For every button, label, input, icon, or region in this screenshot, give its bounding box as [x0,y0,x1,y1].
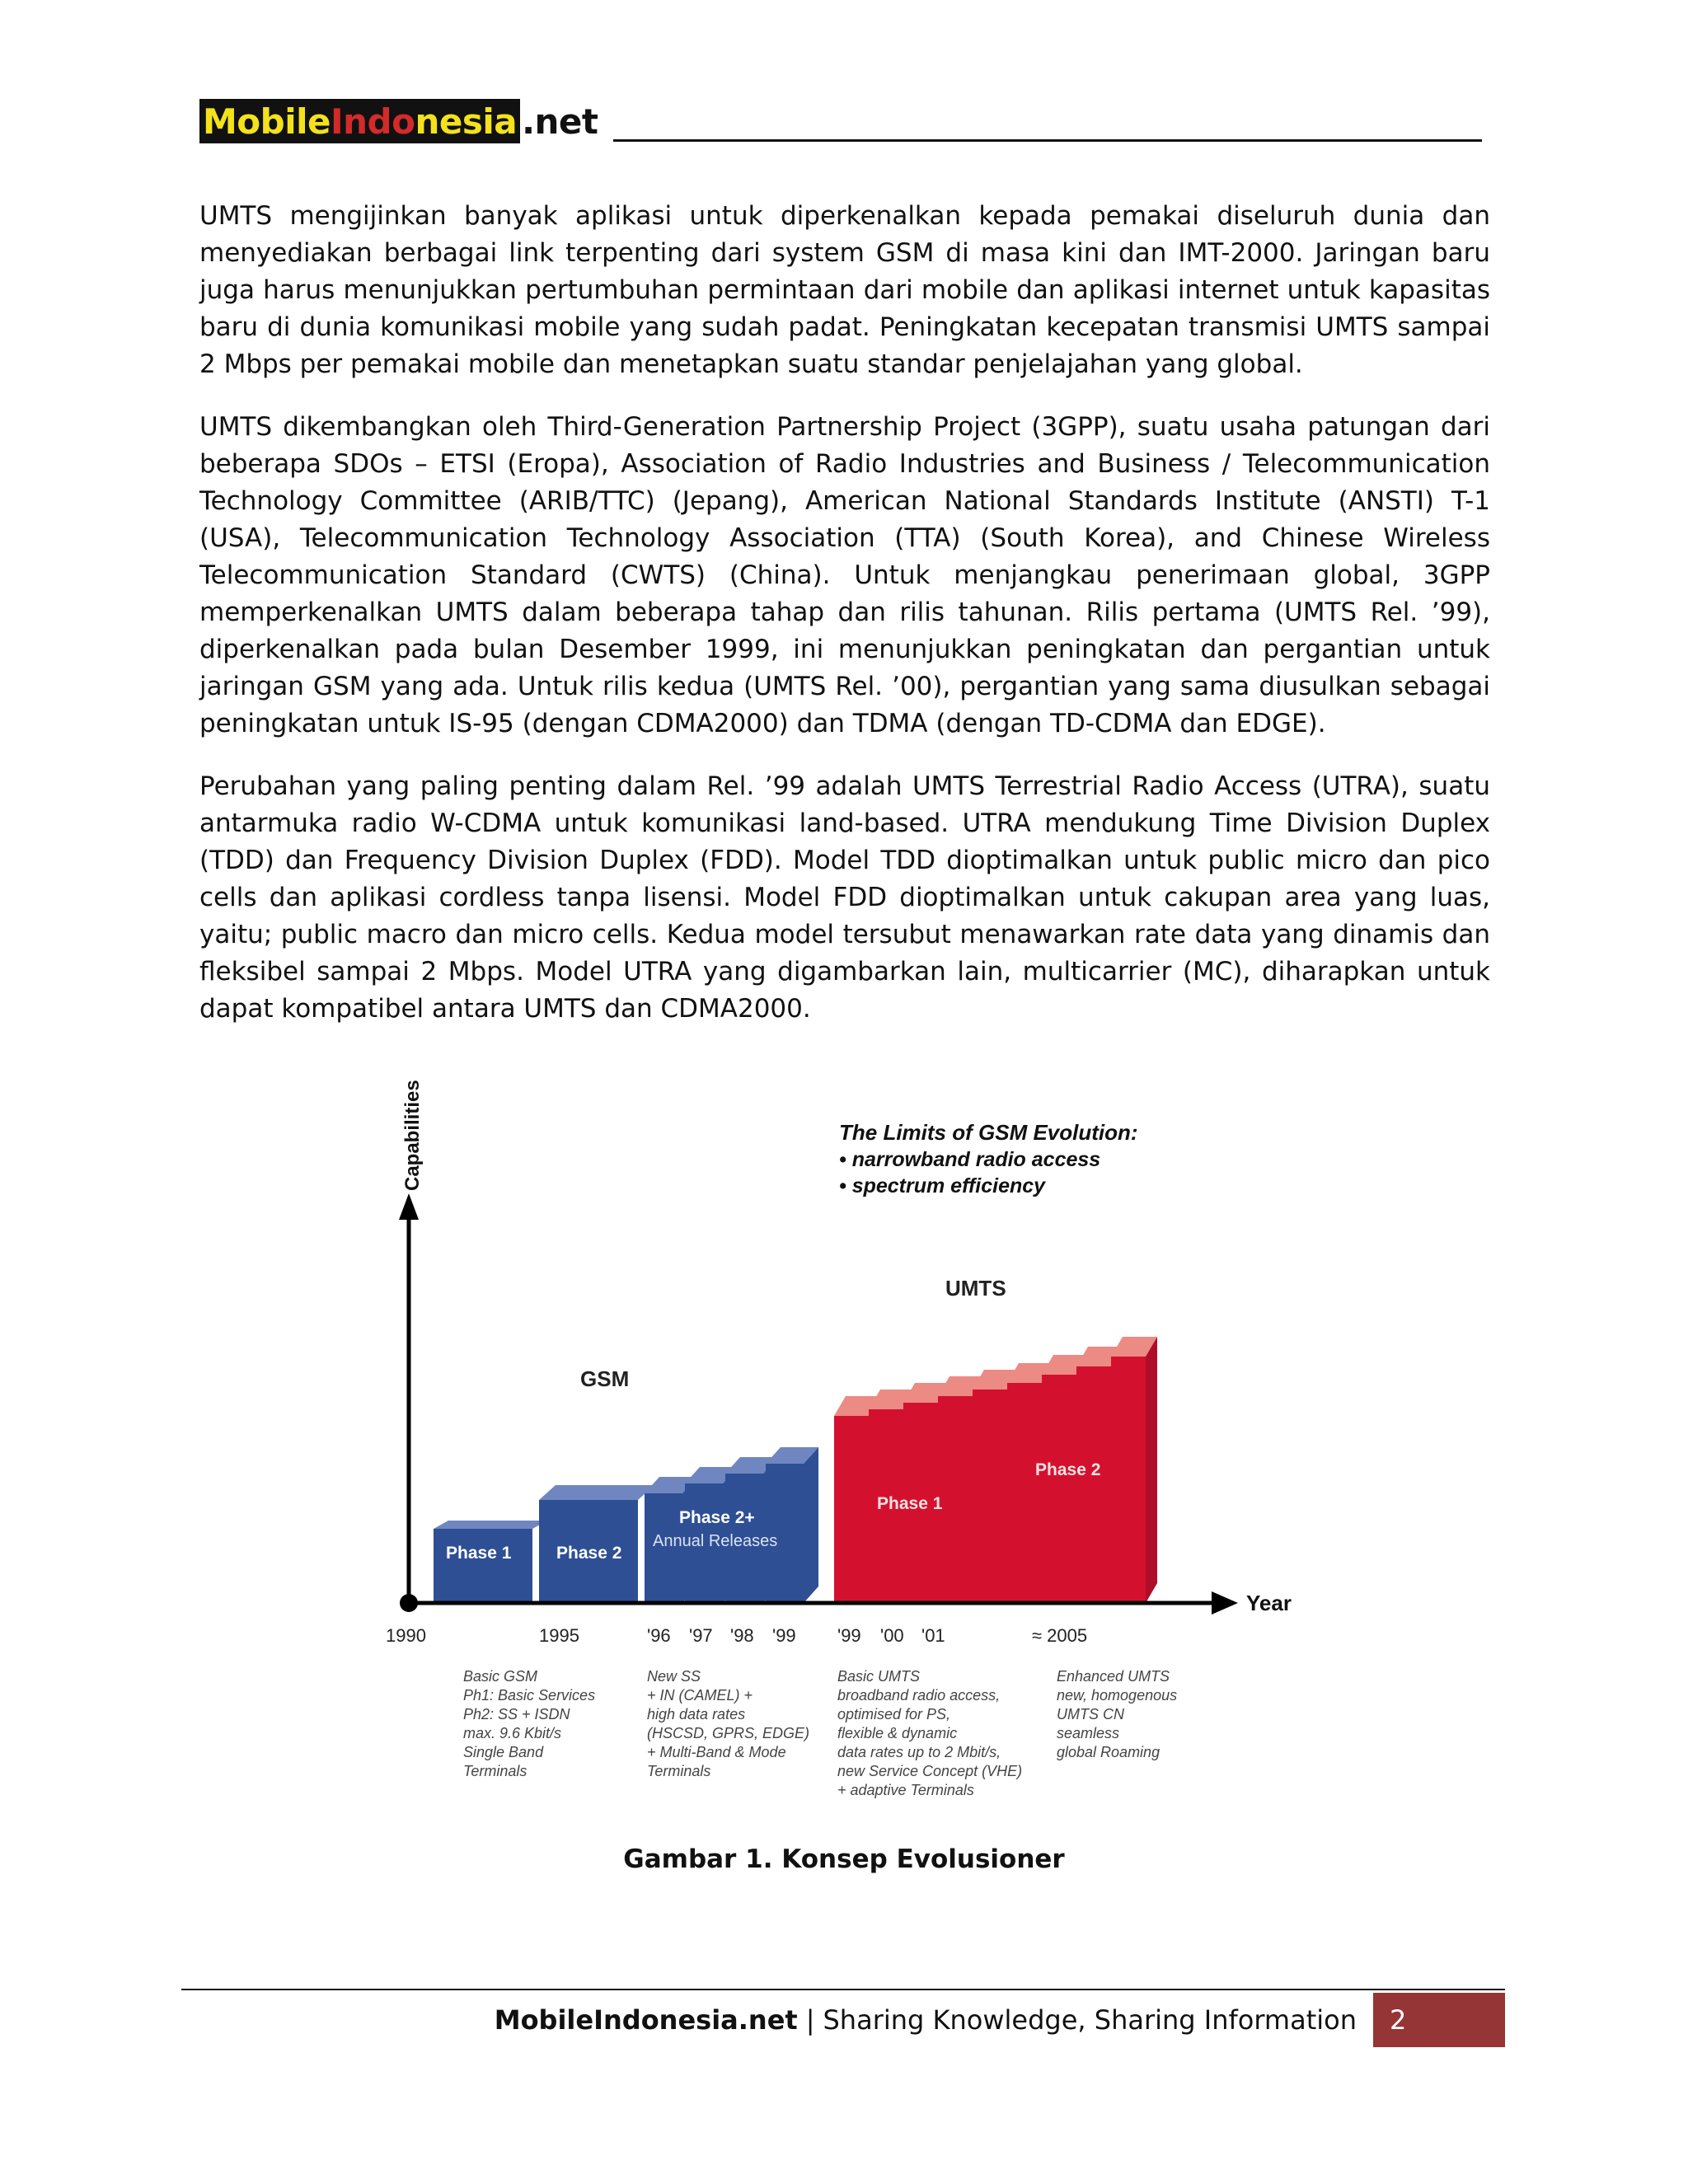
paragraph-3: Perubahan yang paling penting dalam Rel. ’99 adalah UMTS Terrestrial Radio Access (UTRA), suatu antarmuka radio W-CDMA untuk komunikasi land-based. UTRA mendukung Time Division Duplex (TDD) dan Frequency Division Duplex (FDD). Model TDD dioptimalkan untuk public micro dan pico cells dan aplikasi cordless tanpa lisensi. Model FDD dioptimalkan untuk cakupan area yang luas, yaitu; public macro dan micro cells. Kedua model tersubut menawarkan rate data yang dinamis dan fleksibel sampai 2 Mbps. Model UTRA yang digambarkan lain, multicarrier (MC), diharapkan untuk dapat kompatibel antara UMTS dan CDMA2000. [199,771,1490,1024]
document-body [199,198,1490,1053]
desc-gsm-phase2plus [647,1668,809,1779]
paragraph-2: UMTS dikembangkan oleh Third-Generation Partnership Project (3GPP), suatu usaha patungan dari beberapa SDOs – ETSI (Eropa), Association of Radio Industries and Business / Telecommunication Technology Committee (ARIB/TTC) (Jepang), American National Standards Institute (ANSTI) T-1 (USA), Telecommunication Technology Association (TTA) (South Korea), and Chinese Wireless Telecommunication Standard (CWTS) (China). Untuk menjangkau penerimaan global, 3GPP memperkenalkan UMTS dalam beberapa tahap dan rilis tahunan. Rilis pertama (UMTS Rel. ’99), diperkenalkan pada bulan Desember 1999, ini menunjukkan peningkatan dan pergantian untuk jaringan GSM yang ada. Untuk rilis kedua (UMTS Rel. ’00), pergantian yang sama diusulkan sebagai peningkatan untuk IS-95 (dengan CDMA2000) dan TDMA (dengan TD-CDMA dan EDGE). [199,412,1490,738]
umts-phase2-label: Phase 2 [1035,1460,1101,1479]
desc-line: flexible & dynamic [837,1725,958,1741]
year-ticks [386,1625,1087,1646]
limits-item-1: • narrowband radio access [839,1148,1101,1171]
page-footer [495,1993,1505,2047]
footer-site: MobileIndonesia.net [494,2004,798,2036]
desc-line: Ph1: Basic Services [463,1687,596,1704]
year-tick-2005: ≈ 2005 [1032,1625,1088,1646]
axis-origin-dot [400,1594,418,1612]
gsm-phase2-bar-top [539,1485,654,1500]
desc-line: Single Band [463,1744,544,1760]
desc-line: + adaptive Terminals [837,1782,974,1798]
desc-line: optimised for PS, [837,1706,951,1722]
desc-line: Enhanced UMTS [1057,1668,1170,1685]
year-tick-99a: '99 [772,1625,796,1646]
logo-text-indo: Indo [331,101,415,142]
logo-text-net: .net [522,101,598,142]
year-tick-96: '96 [647,1625,671,1646]
figure-gsm-umts-evolution [363,1047,1335,1813]
figure-caption: Gambar 1. Konsep Evolusioner [623,1844,1065,1874]
x-axis-arrow-icon [1212,1591,1238,1615]
gsm-phase1-label: Phase 1 [446,1544,512,1563]
desc-line: UMTS CN [1057,1706,1124,1722]
year-tick-99b: '99 [837,1625,861,1646]
desc-line: seamless [1057,1725,1120,1741]
umts-bar-front [938,1396,973,1603]
limits-item-2: • spectrum efficiency [839,1174,1046,1197]
umts-bar-front [1076,1366,1111,1603]
desc-line: max. 9.6 Kbit/s [463,1725,562,1741]
logo-text-mobile: Mobile [203,101,331,142]
gsm-annual-releases-label: Annual Releases [653,1532,778,1550]
page-number: 2 [1373,1993,1505,2047]
desc-line: new, homogenous [1057,1687,1178,1704]
desc-line: + IN (CAMEL) + [647,1687,753,1704]
year-tick-97: '97 [689,1625,713,1646]
desc-line: Terminals [647,1763,711,1779]
gsm-bars [434,1447,818,1603]
desc-line: new Service Concept (VHE) [837,1763,1023,1779]
desc-line: Basic UMTS [837,1668,921,1685]
evolution-diagram [363,1047,1335,1813]
desc-line: Terminals [463,1763,528,1779]
desc-line: data rates up to 2 Mbit/s, [837,1744,1001,1760]
desc-line: (HSCSD, GPRS, EDGE) [647,1725,810,1741]
umts-bar-front [1111,1357,1146,1603]
x-axis-label: Year [1246,1591,1292,1615]
logo-box [199,99,520,143]
umts-bar-side [1146,1337,1157,1603]
umts-bar [1111,1337,1157,1603]
desc-line: Ph2: SS + ISDN [463,1706,570,1722]
footer-separator: | [805,2004,815,2036]
desc-line: Basic GSM [463,1668,538,1685]
year-tick-98: '98 [730,1625,754,1646]
site-logo [199,99,598,143]
desc-line: global Roaming [1057,1744,1160,1760]
gsm-phase2plus-label: Phase 2+ [679,1508,755,1527]
year-tick-00: '00 [880,1625,904,1646]
limits-title: The Limits of GSM Evolution: [839,1120,1138,1145]
y-axis-label: Capabilities [401,1080,424,1191]
year-tick-01: '01 [921,1625,945,1646]
gsm-phase1-bar-front [434,1529,532,1603]
gsm-phase2plus-bar [766,1447,818,1603]
footer-rule [181,1989,1505,1990]
desc-line: + Multi-Band & Mode [647,1744,786,1760]
umts-bars [834,1337,1157,1603]
desc-gsm-basic [463,1668,595,1779]
paragraph-1: UMTS mengijinkan banyak aplikasi untuk diperkenalkan kepada pemakai diseluruh dunia dan menyediakan berbagai link terpenting dari system GSM di masa kini dan IMT-2000. Jaringan baru juga harus menunjukkan pertumbuhan permintaan dari mobile dan aplikasi internet untuk kapasitas baru di dunia komunikasi mobile yang sudah padat. Peningkatan kecepatan transmisi UMTS sampai 2 Mbps per pemakai mobile dan menetapkan suatu standar penjelajahan yang global. [199,201,1490,379]
year-tick-1995: 1995 [539,1625,579,1646]
desc-line: high data rates [647,1706,746,1722]
gsm-phase2plus-bar-side [804,1447,818,1603]
umts-bar-front [1007,1383,1042,1603]
umts-label: UMTS [945,1276,1006,1301]
logo-text-nesia: nesia [415,101,518,142]
desc-line: broadband radio access, [837,1687,1001,1704]
page-header [199,97,1482,143]
umts-phase1-label: Phase 1 [877,1494,943,1513]
desc-umts-enhanced [1057,1668,1177,1760]
gsm-label: GSM [580,1366,630,1391]
year-tick-1990: 1990 [386,1625,426,1646]
y-axis-arrow-icon [399,1193,419,1220]
gsm-phase2-label: Phase 2 [556,1544,622,1563]
umts-bar-front [834,1416,869,1603]
umts-bar-front [973,1390,1007,1603]
footer-tagline: Sharing Knowledge, Sharing Information [823,2004,1357,2036]
desc-umts-basic [837,1668,1022,1798]
umts-bar-front [1042,1375,1076,1603]
gsm-phase1-bar-top [434,1521,547,1529]
header-rule [613,139,1482,142]
desc-line: New SS [647,1668,701,1685]
era-descriptions [463,1668,1177,1798]
